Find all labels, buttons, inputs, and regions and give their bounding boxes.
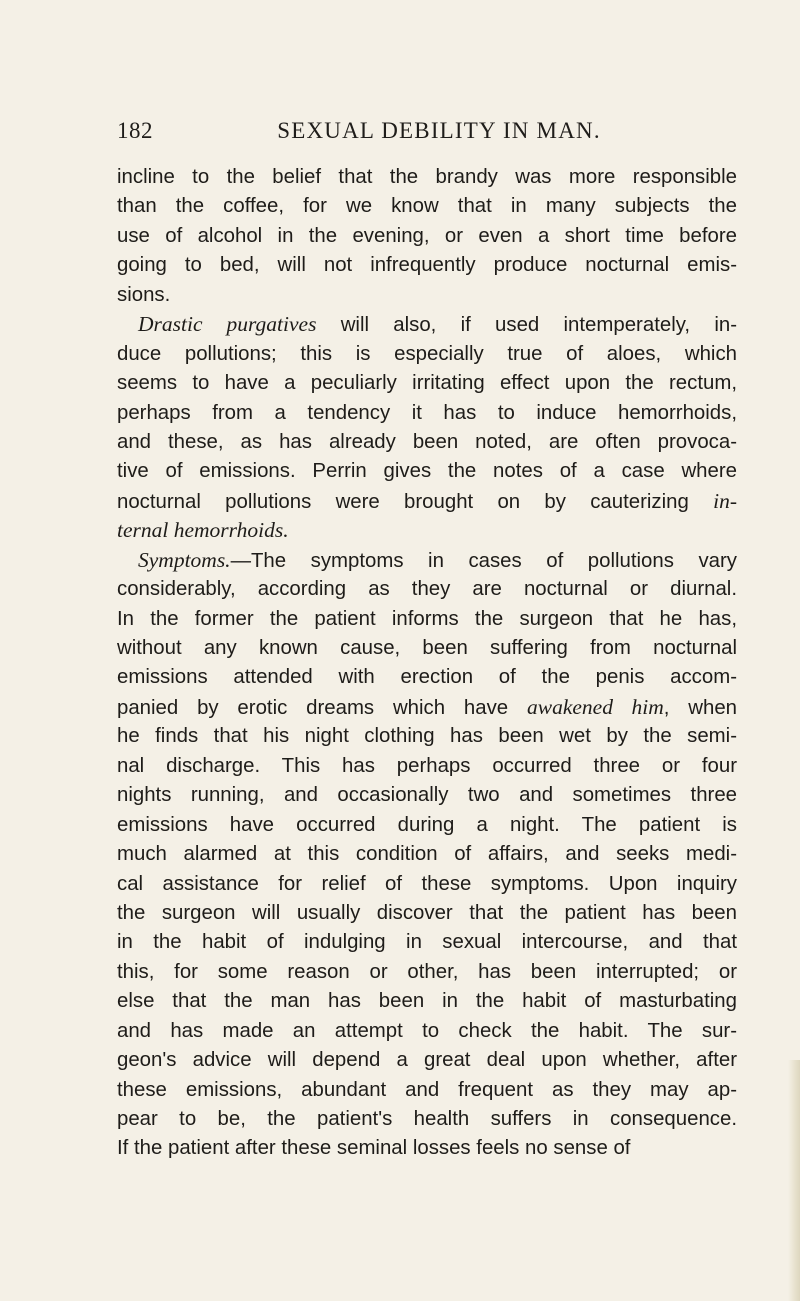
text-line	[117, 811, 737, 840]
text-run: than the coffee, for we know that in many subjects the	[117, 195, 737, 218]
text-line	[117, 870, 737, 899]
text-run: nal discharge. This has perhaps occurred three or four	[117, 754, 737, 777]
text-run: and these, as has already been noted, are often provoca-	[117, 430, 737, 453]
text-run: seems to have a peculiarly irritating effect upon the rectum,	[117, 372, 737, 395]
text-line	[117, 546, 737, 575]
text-line	[117, 428, 737, 457]
text-run: tive of emissions. Perrin gives the notes of a case where	[117, 460, 737, 483]
text-run: without any known cause, been suffering from nocturnal	[117, 637, 737, 659]
running-title: SEXUAL DEBILITY IN MAN.	[277, 118, 601, 143]
text-run: nights running, and occasionally two and sometimes three	[117, 784, 737, 807]
text-line	[117, 1046, 737, 1075]
text-line	[117, 1017, 737, 1046]
italic-text: Symptoms.	[138, 547, 231, 572]
text-line	[117, 369, 737, 398]
paragraph	[117, 546, 737, 1164]
text-run: going to bed, will not infrequently produce nocturnal emis-	[117, 254, 737, 277]
text-line	[117, 222, 737, 251]
body-text	[117, 163, 737, 1164]
text-run: cal assistance for relief of these symptoms. Upon inquiry	[117, 872, 737, 895]
text-line	[117, 634, 737, 663]
paragraph	[117, 310, 737, 546]
text-line	[117, 340, 737, 369]
text-run: emissions have occurred during a night. The patient is	[117, 813, 737, 836]
text-run: the surgeon will usually discover that the patient has been	[117, 901, 737, 924]
text-run: nocturnal pollutions were brought on by cauterizing	[117, 490, 714, 513]
text-line	[117, 987, 737, 1016]
text-run: —The symptoms in cases of pollutions vary	[230, 549, 737, 572]
text-run: and has made an attempt to check the habit. The sur-	[117, 1019, 737, 1042]
text-run: incline to the belief that the brandy was more responsible	[117, 166, 737, 188]
text-line	[117, 781, 737, 810]
text-line	[117, 1134, 737, 1163]
text-line	[117, 840, 737, 869]
text-line	[117, 310, 737, 339]
text-run: in the habit of indulging in sexual intercourse, and that	[117, 931, 737, 954]
page-number: 182	[117, 118, 153, 143]
italic-text: ternal hemorrhoids.	[117, 518, 289, 543]
text-run: In the former the patient informs the surgeon that he has,	[117, 607, 737, 630]
text-line	[117, 457, 737, 486]
text-run: much alarmed at this condition of affairs, and seeks medi-	[117, 843, 737, 866]
page-header	[117, 118, 737, 154]
text-run: sions.	[117, 283, 171, 306]
text-line	[117, 575, 737, 604]
text-line	[117, 693, 737, 722]
italic-text: Drastic purgatives	[138, 312, 317, 337]
text-run: he finds that his night clothing has been wet by the semi-	[117, 725, 737, 748]
italic-text: awakened him	[526, 694, 664, 719]
text-run: use of alcohol in the evening, or even a short time before	[117, 224, 737, 247]
page-edge-shadow	[788, 1060, 800, 1301]
text-line	[117, 605, 737, 634]
text-line	[117, 1105, 737, 1134]
text-line	[117, 163, 737, 192]
text-run: pear to be, the patient's health suffers in consequence.	[117, 1108, 737, 1130]
text-line	[117, 516, 737, 545]
text-line	[117, 192, 737, 221]
text-run: duce pollutions; this is especially true of aloes, which	[117, 342, 737, 365]
text-line	[117, 722, 737, 751]
paragraph	[117, 163, 737, 310]
text-line	[117, 251, 737, 280]
text-line	[117, 899, 737, 928]
text-line	[117, 399, 737, 428]
text-line	[117, 281, 737, 310]
text-run: panied by erotic dreams which have	[117, 696, 527, 719]
text-run: , when	[663, 696, 737, 719]
text-run: will also, if used intemperately, in-	[316, 314, 737, 337]
text-run: this, for some reason or other, has been interrupted; or	[117, 960, 737, 983]
text-line	[117, 752, 737, 781]
text-line	[117, 928, 737, 957]
text-run: emissions attended with erection of the penis accom-	[117, 666, 737, 689]
text-run: else that the man has been in the habit of masturbating	[117, 990, 737, 1013]
text-line	[117, 487, 737, 516]
text-line	[117, 958, 737, 987]
text-run: perhaps from a tendency it has to induce hemorrhoids,	[117, 401, 737, 424]
text-run: If the patient after these seminal losses feels no sense of	[117, 1137, 631, 1160]
text-run: considerably, according as they are nocturnal or diurnal.	[117, 578, 737, 601]
text-run: these emissions, abundant and frequent as they may ap-	[117, 1078, 737, 1101]
italic-text: in-	[713, 488, 737, 513]
text-line	[117, 663, 737, 692]
text-line	[117, 1076, 737, 1105]
text-run: geon's advice will depend a great deal upon whether, after	[117, 1049, 737, 1072]
